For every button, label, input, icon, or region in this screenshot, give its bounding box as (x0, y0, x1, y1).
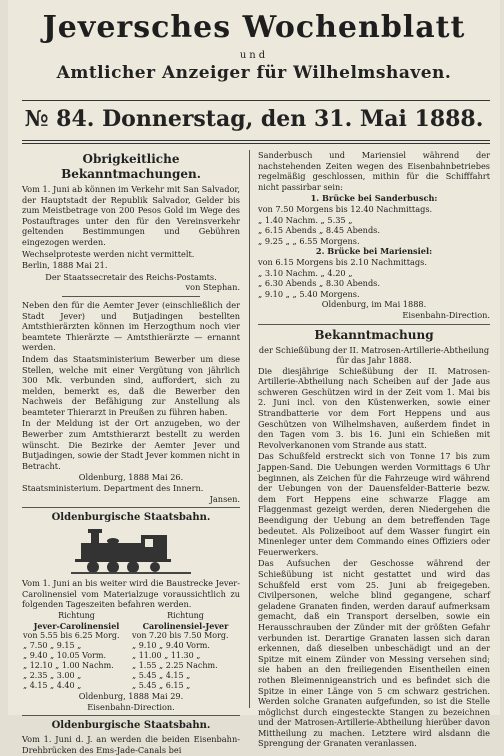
notice-salvador-signature: von Stephan. (185, 282, 240, 293)
table-row (22, 641, 240, 651)
masthead-subtitle: Amtlicher Anzeiger für Wilhelmshaven. (56, 63, 452, 83)
timetable-cell: „ 5.45 „ 6.15 „ (132, 681, 191, 690)
timetable-materialzug (22, 611, 240, 691)
timetable-cell: „ 2.35 „ 3.00 „ (23, 671, 82, 680)
bridge-2-heading: 2. Brücke bei Mariensiel: (315, 246, 433, 257)
notice-vets-3: In der Meldung ist der Ort anzugeben, wo der Bewerber zum Amtsthierarzt bestellt zu werden wünscht. Die Bezirke der Aemter Jever und Butjadingen, sowie der Stadt Jever kommen nicht in Betracht. (22, 418, 240, 471)
left-column (22, 150, 240, 756)
notice-salvador: Vom 1. Juni ab können im Verkehr mit San Salvador, der Hauptstadt der Republik Salvador, Gelder bis zum Meistbetrage von 200 Pesos Gold im Wege des Postauftrages unter den für den Vereinsverkehr geltenden Bestimmungen und Gebühren eingezogen werden. (22, 184, 240, 247)
table-row (22, 631, 240, 641)
masthead-rule (22, 100, 490, 101)
notice-vets-1: Neben den für die Aemter Jever (einschließlich der Stadt Jever) und Butjadingen bestellten Amtsthierärzten können im Herzogthum noch vier beamtete Thierärzte — Amtsthierärzte — ernannt werden. (22, 299, 240, 353)
newspaper-page (8, 0, 500, 755)
locomotive-icon (71, 527, 191, 575)
separator (62, 296, 200, 297)
notice-salvador-authority: Der Staatssecretair des Reichs-Postamts. (45, 271, 217, 282)
notice-schiessuebung-3: Das Aufsuchen der Geschosse während der Schießübung ist nicht gestattet und wird das Schußfeld erst vom 25. Juni ab freigegeben. Civilpersonen, welche blind gegangene, scharf geladene Granaten finden, werden darauf aufmerksam gemacht, daß ein Transport derselben, sowie ein Herausschrauben der Zünder mit der größten Gefahr verbunden ist. Derartige Granaten lassen sich daran erkennen, daß dieselben unbeschädigt und an der Spitze mit einem Zünder von Messing versehen sind; sie haben an den freiliegenden Eisentheilen einen rothen Bleimennigeanstrich und es befindet sich die Spitze in einer Länge von 5 cm schwarz gestrichen. Werden solche Granaten aufgefunden, so ist die Stelle möglichst durch eingesteckte Stangen zu bezeichnen und der Matrosen-Artillerie-Abtheilung hierüber davon Mittheilung zu machen. Letztere wird alsdann die Sprengung der Granaten veranlassen. (258, 558, 490, 749)
table-row (22, 651, 240, 661)
separator (22, 715, 240, 716)
notice-vets-date: Oldenburg, 1888 Mai 26. (78, 472, 184, 483)
timetable-cell: von 5.55 bis 6.25 Morg. (23, 631, 120, 640)
column-divider (249, 150, 250, 708)
timetable-head-left: Richtung (58, 611, 95, 620)
timetable-cell: „ 9.10 „ 9.40 Vorm. (132, 641, 210, 650)
bridge-2-row: von 6.15 Morgens bis 2.10 Nachmittags. (258, 256, 427, 267)
section-heading-bekanntmachung: Bekanntmachung (314, 327, 434, 342)
notice-schiessuebung-1: Die diesjährige Schießübung der II. Matrosen-Artillerie-Abtheilung nach Scheiben auf der Jade aus schweren Geschützen wird in der Zeit vom 1. Mai bis 2. Juni incl. von den Küstenwerken, sowie einer Strandbatterie vor dem Fort Heppens und aus Geschützen von Wilhelmshaven, außerdem findet in den Tagen vom 3. bis 16. Juni ein Schießen mit Revolverkanonen vom Strande aus statt. (258, 365, 490, 450)
timetable-cell: „ 11.00 „ 11.30 „ (132, 651, 201, 660)
separator (22, 507, 240, 508)
bridge-signature: Eisenbahn-Direction. (402, 309, 490, 320)
timetable-date: Oldenburg, 1888 Mai 29. (78, 691, 184, 701)
notice-schiessuebung-2: Das Schußfeld erstreckt sich von Tonne 17 bis zum Jappen-Sand. Die Uebungen werden Vormittags 6 Uhr beginnen, als Zeichen für die Fahrzeuge wird während der Uebungen von der Dauensfelder-Batterie bezw. dem Fort Heppens eine schwarze Flagge am Flaggenmast gezeigt werden, deren Niedergehen die Beendigung der Uebung an dem betreffenden Tage bedeutet. Als Polizeiboot auf dem Wasser fungirt ein Minenleger unter dem Commando eines Offiziers oder Feuerwerkers. (258, 451, 490, 557)
timetable-head-right: Richtung (167, 611, 204, 620)
bridge-1-row: „ 1.40 Nachm. „ 5.35 „ (258, 214, 353, 225)
right-column (258, 150, 490, 750)
section-heading-staatsbahn-1: Oldenburgische Staatsbahn. (51, 512, 211, 524)
table-row (22, 681, 240, 691)
notice-materialzug: Vom 1. Juni an bis weiter wird die Baustrecke Jever-Carolinensiel vom Materialzuge voraussichtlich zu folgenden Tageszeiten befahren werden. (22, 578, 240, 610)
timetable-head-right-2: Carolinensiel-Jever (142, 621, 229, 631)
section-heading-bekanntmachungen: Obrigkeitliche Bekanntmachungen. (61, 152, 201, 181)
bridge-1-row: „ 6.15 Abends „ 8.45 Abends. (258, 225, 380, 236)
timetable-head-left-2: Jever-Carolinensiel (33, 621, 120, 631)
bekanntmachung-subheading: der Schießübung der II. Matrosen-Artillerie-Abtheilung für das Jahr 1888. (258, 344, 490, 366)
dateline-rule-bottom (22, 143, 490, 144)
bridge-2-row: „ 3.10 Nachm. „ 4.20 „ (258, 267, 353, 278)
timetable-cell: „ 12.10 „ 1.00 Nachm. (23, 661, 114, 670)
notice-bridges-intro: Sanderbusch und Mariensiel während der nachstehenden Zeiten wegen des Eisenbahnbetriebes regelmäßig geschlossen, mithin für die Schifffahrt nicht passirbar sein: (258, 150, 490, 192)
timetable-cell: von 7.20 bis 7.50 Morg. (132, 631, 229, 640)
bridge-1-row: „ 9.25 „ „ 6.55 Morgens. (258, 235, 360, 246)
notice-salvador-note: Wechselproteste werden nicht vermittelt. (22, 248, 195, 259)
bridge-2-row: „ 9.10 „ „ 5.40 Morgens. (258, 288, 360, 299)
bridge-1-heading: 1. Brücke bei Sanderbusch: (310, 193, 438, 204)
table-row (22, 661, 240, 671)
notice-vets-signature: Jansen. (209, 493, 240, 504)
table-row (22, 671, 240, 681)
masthead-und: und (239, 50, 269, 61)
notice-drehbruecken: Vom 1. Juni d. J. an werden die beiden Eisenbahn-Drehbrücken des Ems-Jade-Canals bei (22, 734, 240, 755)
timetable-cell: „ 4.15 „ 4.40 „ (23, 681, 82, 690)
issue-dateline: № 84. Donnerstag, den 31. Mai 1888. (24, 106, 484, 132)
timetable-cell: „ 7.50 „ 9.15 „ (23, 641, 82, 650)
masthead (8, 6, 500, 84)
timetable-cell: „ 1.55 „ 2.25 Nachm. (132, 661, 218, 670)
timetable-cell: „ 9.40 „ 10.05 Vorm. (23, 651, 106, 660)
timetable-cell: „ 5.45 „ 4.15 „ (132, 671, 191, 680)
bridge-1-row: von 7.50 Morgens bis 12.40 Nachmittags. (258, 203, 433, 214)
bridge-date: Oldenburg, im Mai 1888. (321, 299, 427, 310)
section-heading-staatsbahn-2: Oldenburgische Staatsbahn. (51, 720, 211, 732)
dateline-rule-top (22, 140, 490, 141)
timetable-signature: Eisenbahn-Direction. (87, 701, 175, 712)
notice-vets-authority: Staatsministerium. Department des Innern. (22, 483, 204, 494)
separator (258, 324, 490, 325)
notice-salvador-date: Berlin, 1888 Mai 21. (22, 260, 108, 271)
notice-vets-2: Indem das Staatsministerium Bewerber um diese Stellen, welche mit einer Vergütung von jährlich 300 Mk. verbunden sind, auffordert, sich zu melden, bemerkt es, daß die Bewerber den Nachweis der Befähigung zur Anstellung als beamteter Thierarzt in Preußen zu führen haben. (22, 353, 240, 417)
bridge-2-row: „ 6.30 Abends „ 8.30 Abends. (258, 278, 380, 289)
newspaper-title: Jeversches Wochenblatt (42, 10, 466, 45)
